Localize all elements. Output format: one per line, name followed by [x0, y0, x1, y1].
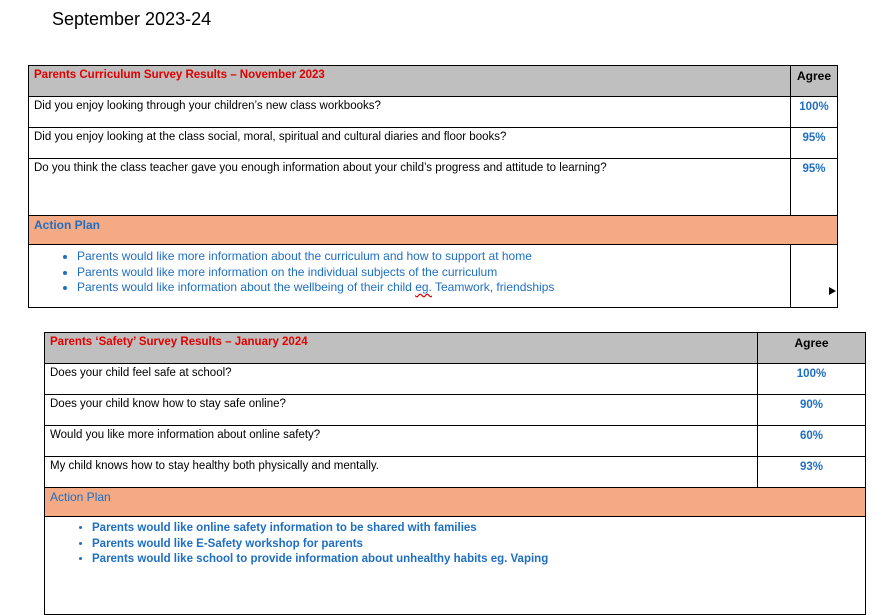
- question-text: Does your child feel safe at school?: [45, 364, 758, 395]
- action-plan-row: [45, 488, 866, 517]
- action-items-row: [45, 517, 866, 615]
- table-row: [45, 395, 866, 426]
- table-row: [45, 364, 866, 395]
- action-plan-label: Action Plan: [45, 488, 866, 517]
- action-list: [50, 521, 860, 568]
- agree-percentage: 100%: [791, 97, 838, 128]
- question-text: Would you like more information about online safety?: [45, 426, 758, 457]
- list-item: • Parents would like more information on the individual subjects of the curriculum: [77, 265, 785, 281]
- action-plan-row: [29, 216, 838, 245]
- end-of-table-arrow-icon: [829, 287, 836, 295]
- page-title: September 2023-24: [52, 9, 212, 29]
- action-list: [34, 249, 785, 296]
- table-row: [29, 97, 838, 128]
- action-text: Parents would like information about the wellbeing of their child: [77, 280, 412, 294]
- action-items-cell: [45, 517, 866, 615]
- question-text: Did you enjoy looking at the class social, moral, spiritual and cultural diaries and floor books?: [29, 128, 791, 159]
- table-row: [29, 159, 838, 216]
- safety-survey-title: Parents ‘Safety’ Survey Results – January 2024: [45, 333, 758, 364]
- action-items-row: [29, 245, 838, 308]
- question-text: Does your child know how to stay safe online?: [45, 395, 758, 426]
- question-text: My child knows how to stay healthy both physically and mentally.: [45, 457, 758, 488]
- list-item: • Parents would like more information about the curriculum and how to support at home: [77, 249, 785, 265]
- agree-column-header: Agree: [758, 333, 866, 364]
- table-row: [45, 457, 866, 488]
- agree-percentage: 93%: [758, 457, 866, 488]
- table-row: [45, 426, 866, 457]
- spellcheck-word: eg.: [415, 280, 432, 294]
- safety-survey-table: [44, 332, 866, 615]
- list-item: • Parents would like E-Safety workshop for parents: [92, 537, 860, 553]
- agree-percentage: 95%: [791, 128, 838, 159]
- question-text: Did you enjoy looking through your children’s new class workbooks?: [29, 97, 791, 128]
- action-plan-label: Action Plan: [29, 216, 838, 245]
- agree-percentage: 90%: [758, 395, 866, 426]
- agree-percentage: 100%: [758, 364, 866, 395]
- empty-cell: [791, 245, 838, 308]
- curriculum-survey-table: [28, 65, 838, 308]
- question-text: Do you think the class teacher gave you enough information about your child’s progress and attitude to learning?: [29, 159, 791, 216]
- agree-percentage: 95%: [791, 159, 838, 216]
- table-header-row: [45, 333, 866, 364]
- action-items-cell: [29, 245, 791, 308]
- table-row: [29, 128, 838, 159]
- list-item: [77, 280, 785, 296]
- table-header-row: [29, 66, 838, 97]
- list-item: • Parents would like online safety information to be shared with families: [92, 521, 860, 537]
- agree-column-header: Agree: [791, 66, 838, 97]
- agree-percentage: 60%: [758, 426, 866, 457]
- curriculum-survey-title: Parents Curriculum Survey Results – November 2023: [29, 66, 791, 97]
- action-text-tail: Teamwork, friendships: [431, 280, 555, 294]
- list-item: • Parents would like school to provide information about unhealthy habits eg. Vaping: [92, 552, 860, 568]
